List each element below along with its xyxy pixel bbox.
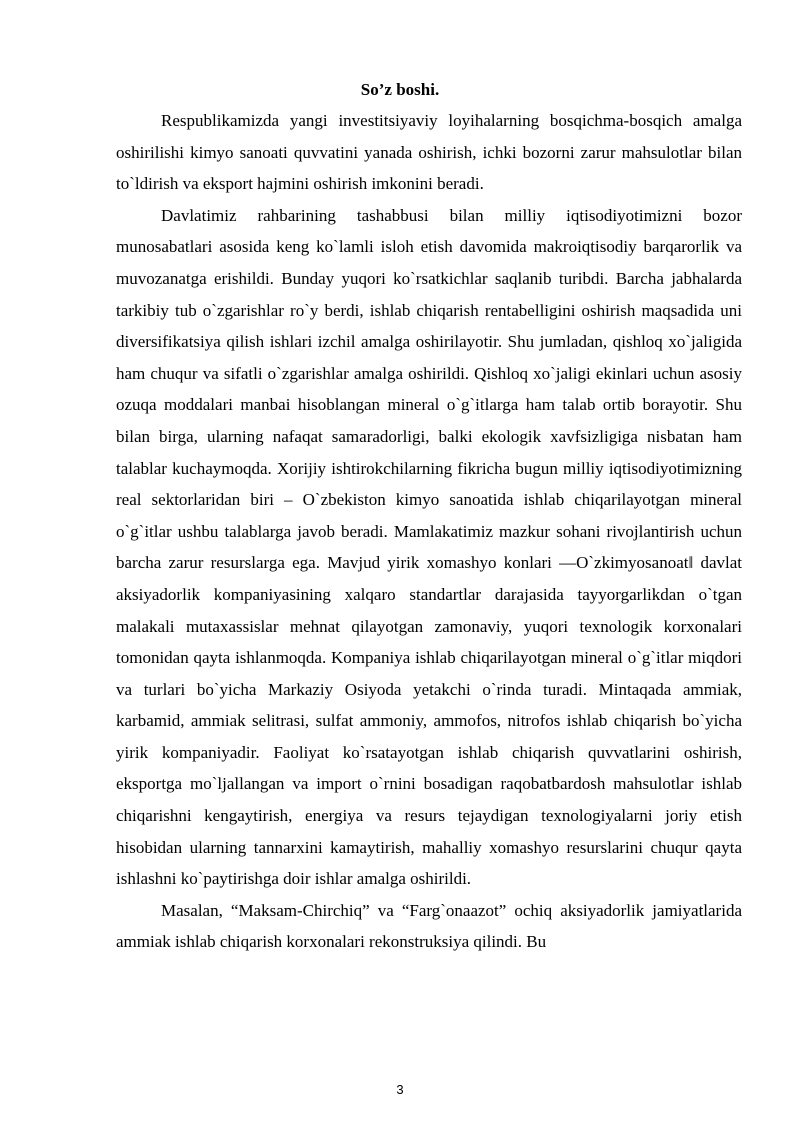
page-number: 3: [396, 1082, 404, 1097]
page-title: So’z boshi.: [360, 80, 440, 99]
paragraph-1: Respublikamizda yangi investitsiyaviy loyihalarning bosqichma-bosqich amalga oshirilishi kimyo sanoati quvvatini yanada oshirish, ichki bozorni zarur mahsulotlar bilan to`ldirish va eksport hajmini oshirish imkonini beradi.: [116, 111, 742, 194]
paragraph-2: Davlatimiz rahbarining tashabbusi bilan milliy iqtisodiyotimizni bozor munosabatlari asosida keng ko`lamli isloh etish davomida makroiqtisodiy barqarorlik va muvozanatga erishildi. Bunday yuqori ko`rsatkichlar saqlanib turibdi. Barcha jabhalarda tarkibiy tub o`zgarishlar ro`y berdi, ishlab chiqarish rentabelligini oshirish maqsadida uni diversifikatsiya qilish ishlari izchil amalga oshirilayotir. Shu jumladan, qishloq xo`jaligida ham chuqur va sifatli o`zgarishlar amalga oshirildi. Qishloq xo`jaligi ekinlari uchun asosiy ozuqa moddalari manbai hisoblangan mineral o`g`itlarga ham talab ortib borayotir. Shu bilan birga, ularning nafaqat samaradorligi, balki ekologik xavfsizligiga nisbatan ham talablar kuchaymoqda. Xorijiy ishtirokchilarning fikricha bugun milliy iqtisodiyotimizning real sektorlaridan biri – O`zbekiston kimyo sanoatida ishlab chiqarilayotgan mineral o`g`itlar ushbu talablarga javob beradi. Mamlakatimiz mazkur sohani rivojlantirish uchun barcha zarur resurslarga ega. Mavjud yirik xomashyo konlari ―O`zkimyosanoat‖ davlat aksiyadorlik kompaniyasining xalqaro standartlar darajasida tayyorgarlikdan o`tgan malakali mutaxassislar mehnat qilayotgan zamonaviy, yuqori texnologik korxonalari tomonidan qayta ishlanmoqda. Kompaniya ishlab chiqarilayotgan mineral o`g`itlar miqdori va turlari bo`yicha Markaziy Osiyoda yetakchi o`rinda turadi. Mintaqada ammiak, karbamid, ammiak selitrasi, sulfat ammoniy, ammofos, nitrofos ishlab chiqarish bo`yicha yirik kompaniyadir. Faoliyat ko`rsatayotgan ishlab chiqarish quvvatlarini oshirish, eksportga mo`ljallangan va import o`rnini bosadigan raqobatbardosh mahsulotlar ishlab chiqarishni kengaytirish, energiya va resurs tejaydigan texnologiyalarni joriy etish hisobidan ularning tannarxini kamaytirish, mahalliy xomashyo resurslarini chuqur qayta ishlashni ko`paytirishga doir ishlar amalga oshirildi.: [116, 205, 742, 889]
body-text: [116, 105, 742, 958]
paragraph-3: Masalan, “Maksam-Chirchiq” va “Farg`onaazot” ochiq aksiyadorlik jamiyatlarida ammiak ishlab chiqarish korxonalari rekonstruksiya qilindi. Bu: [116, 900, 742, 952]
